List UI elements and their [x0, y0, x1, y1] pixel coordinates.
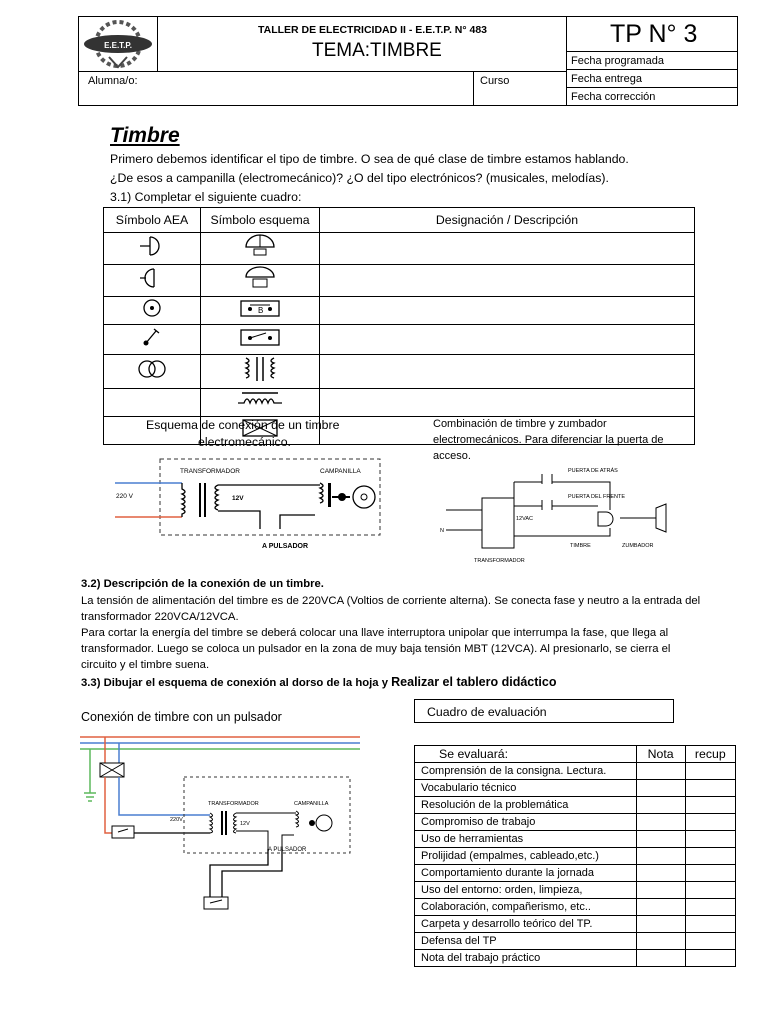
d2-puerta-frente-label: PUERTA DEL FRENTE: [568, 494, 626, 500]
eval-recup-cell[interactable]: [685, 950, 735, 967]
section32-p4: transformador. Luego se coloca un pulsador en la zona de muy baja tensión MBT (12VCA). Al presionarlo, se cierra el: [81, 643, 671, 655]
diagram2-combination-schematic: [430, 460, 680, 570]
eval-col-nota: Nota: [636, 746, 685, 763]
header: [78, 16, 738, 106]
d3-transformador-label: TRANSFORMADOR: [208, 801, 259, 807]
d1-12v-label: 12V: [232, 495, 244, 502]
esquema-pulsador: [201, 297, 320, 325]
eval-nota-cell[interactable]: [636, 899, 685, 916]
aea-transformador: [104, 355, 201, 389]
eval-nota-cell[interactable]: [636, 865, 685, 882]
eval-criterion: Uso del entorno: orden, limpieza,: [415, 882, 637, 899]
diagram3-pushbutton-schematic: [78, 725, 368, 915]
intro-line-2: ¿De esos a campanilla (electromecánico)? ¿O del tipo electrónicos? (musicales, melodías).: [110, 171, 609, 185]
eval-col-recup: recup: [685, 746, 735, 763]
d3-220v-label: 220V: [170, 817, 183, 823]
col-designacion: Designación / Descripción: [320, 208, 695, 233]
desc-row-3[interactable]: [320, 297, 695, 325]
d2-puerta-atras-label: PUERTA DE ATRÁS: [568, 468, 618, 474]
topic-title: TEMA:TIMBRE: [312, 40, 442, 61]
buzzer-esquema-icon: [238, 265, 282, 291]
buzzer-aea-icon: [132, 267, 172, 289]
aea-bobina: [104, 389, 201, 417]
eval-recup-cell[interactable]: [685, 916, 735, 933]
aea-interruptor: [104, 325, 201, 355]
section32-p5: circuito y el timbre suena.: [81, 659, 210, 671]
eval-nota-cell[interactable]: [636, 831, 685, 848]
diagram1-caption-1: Esquema de conexión de un timbre: [146, 418, 340, 432]
esquema-buzzer: [201, 265, 320, 297]
table-row: [415, 950, 736, 967]
eval-recup-cell[interactable]: [685, 933, 735, 950]
section33: [81, 675, 556, 689]
d2-zumbador-label: ZUMBADOR: [622, 543, 654, 549]
eval-col-se-evaluara: Se evaluará:: [415, 746, 637, 763]
section33-part-a: 3.3) Dibujar el esquema de conexión al dorso de la hoja y: [81, 677, 392, 689]
d1-campanilla-label: CAMPANILLA: [320, 468, 361, 475]
transformador-esquema-icon: [236, 355, 284, 383]
eval-criterion: Compromiso de trabajo: [415, 814, 637, 831]
section32-title: 3.2) Descripción de la conexión de un timbre.: [81, 578, 324, 590]
d3-campanilla-label: CAMPANILLA: [294, 801, 329, 807]
symbol-table: [103, 207, 695, 445]
fecha-entrega-label: Fecha entrega: [571, 73, 642, 85]
interruptor-esquema-icon: [236, 326, 284, 348]
table-row: [415, 882, 736, 899]
eval-recup-cell[interactable]: [685, 899, 735, 916]
table-row: [415, 916, 736, 933]
eval-criterion: Carpeta y desarrollo teórico del TP.: [415, 916, 637, 933]
eval-criterion: Resolución de la problemática: [415, 797, 637, 814]
interruptor-aea-icon: [132, 325, 172, 349]
section32-p2: transformador 220VCA/12VCA.: [81, 611, 239, 623]
eval-criterion: Uso de herramientas: [415, 831, 637, 848]
evaluation-table: [414, 745, 736, 967]
eval-nota-cell[interactable]: [636, 933, 685, 950]
d2-transformador-label: TRANSFORMADOR: [474, 558, 525, 564]
eval-criterion: Vocabulario técnico: [415, 780, 637, 797]
table-row: [415, 865, 736, 882]
transformador-aea-icon: [132, 356, 172, 382]
svg-text:E.E.T.P.: E.E.T.P.: [104, 41, 132, 50]
table-row: [415, 933, 736, 950]
eval-criterion: Prolijidad (empalmes, cableado,etc.): [415, 848, 637, 865]
alumno-label: Alumna/o:: [88, 75, 138, 87]
diagram1-caption-2: electromecánico.: [198, 435, 291, 449]
evaluation-title-box: [414, 699, 674, 723]
diagram3-title: Conexión de timbre con un pulsador: [81, 710, 282, 724]
diagram2-caption-1: Combinación de timbre y zumbador: [433, 418, 607, 430]
d2-timbre-label: TIMBRE: [570, 543, 591, 549]
d1-220v-label: 220 V: [116, 493, 133, 500]
fecha-correccion-label: Fecha corrección: [571, 91, 656, 103]
eval-nota-cell[interactable]: [636, 916, 685, 933]
table-row: [415, 780, 736, 797]
table-row: [415, 831, 736, 848]
aea-pulsador: [104, 297, 201, 325]
eval-nota-cell[interactable]: [636, 780, 685, 797]
eval-nota-cell[interactable]: [636, 848, 685, 865]
eval-recup-cell[interactable]: [685, 848, 735, 865]
svg-text:B: B: [258, 306, 264, 315]
esquema-transformador: [201, 355, 320, 389]
bobina-esquema-icon: [234, 389, 286, 411]
eval-nota-cell[interactable]: [636, 763, 685, 780]
desc-row-5[interactable]: [320, 355, 695, 389]
eval-criterion: Nota del trabajo práctico: [415, 950, 637, 967]
school-name: TALLER DE ELECTRICIDAD II - E.E.T.P. N° 483: [258, 24, 488, 36]
diagram1-bell-schematic: [110, 455, 390, 555]
pulsador-esquema-icon: [236, 297, 284, 319]
eval-recup-cell[interactable]: [685, 814, 735, 831]
col-simbolo-aea: Símbolo AEA: [104, 208, 201, 233]
intro-line-1: Primero debemos identificar el tipo de timbre. O sea de qué clase de timbre estamos hablando.: [110, 152, 629, 166]
eval-nota-cell[interactable]: [636, 797, 685, 814]
evaluation-title: Cuadro de evaluación: [427, 705, 547, 719]
eval-recup-cell[interactable]: [685, 865, 735, 882]
bell-esquema-icon: [238, 233, 282, 259]
aea-buzzer: [104, 265, 201, 297]
eval-nota-cell[interactable]: [636, 814, 685, 831]
section32-p1: La tensión de alimentación del timbre es de 220VCA (Voltios de corriente alterna). Se conecta fase y neutro a la entrada del: [81, 595, 701, 607]
esquema-bobina: [201, 389, 320, 417]
desc-row-2[interactable]: [320, 265, 695, 297]
curso-label: Curso: [480, 75, 510, 87]
desc-row-6[interactable]: [320, 389, 695, 417]
eval-recup-cell[interactable]: [685, 831, 735, 848]
esquema-interruptor: [201, 325, 320, 355]
table-row: [415, 763, 736, 780]
table-row: [415, 899, 736, 916]
eval-criterion: Defensa del TP: [415, 933, 637, 950]
d2-12vac-label: 12VAC: [516, 516, 534, 522]
esquema-bell: [201, 233, 320, 265]
tp-number: TP N° 3: [610, 20, 698, 48]
fecha-programada-label: Fecha programada: [571, 55, 664, 67]
d3-12v-label: 12V: [240, 821, 250, 827]
d2-n-label: N: [440, 528, 444, 534]
intro-title: Timbre: [110, 124, 180, 147]
bell-aea-icon: [132, 235, 172, 257]
col-simbolo-esquema: Símbolo esquema: [201, 208, 320, 233]
eval-recup-cell[interactable]: [685, 763, 735, 780]
logo-cell: [78, 16, 158, 72]
d1-pulsador-label: A PULSADOR: [262, 543, 309, 550]
eval-recup-cell[interactable]: [685, 780, 735, 797]
intro-line-3: 3.1) Completar el siguiente cuadro:: [110, 190, 302, 204]
aea-bell: [104, 233, 201, 265]
section33-part-b: Realizar el tablero didáctico: [391, 675, 557, 689]
eval-criterion: Colaboración, compañerismo, etc..: [415, 899, 637, 916]
table-row: [415, 797, 736, 814]
diagram2-caption-2: electromecánicos. Para diferenciar la puerta de: [433, 434, 664, 446]
eval-criterion: Comportamiento durante la jornada: [415, 865, 637, 882]
table-row: [415, 814, 736, 831]
desc-row-4[interactable]: [320, 325, 695, 355]
eval-nota-cell[interactable]: [636, 950, 685, 967]
eval-recup-cell[interactable]: [685, 882, 735, 899]
eval-criterion: Comprensión de la consigna. Lectura.: [415, 763, 637, 780]
section32-p3: Para cortar la energía del timbre se deberá colocar una llave interruptora unipolar que interrumpa la fase, que llega al: [81, 627, 669, 639]
pulsador-aea-icon: [132, 297, 172, 319]
d1-transformador-label: TRANSFORMADOR: [180, 468, 240, 475]
d3-pulsador-label: A PULSADOR: [268, 847, 307, 853]
diagram2-caption-3: acceso.: [433, 450, 471, 462]
eval-nota-cell[interactable]: [636, 882, 685, 899]
desc-row-1[interactable]: [320, 233, 695, 265]
eval-recup-cell[interactable]: [685, 797, 735, 814]
school-logo: [79, 17, 157, 71]
table-row: [415, 848, 736, 865]
